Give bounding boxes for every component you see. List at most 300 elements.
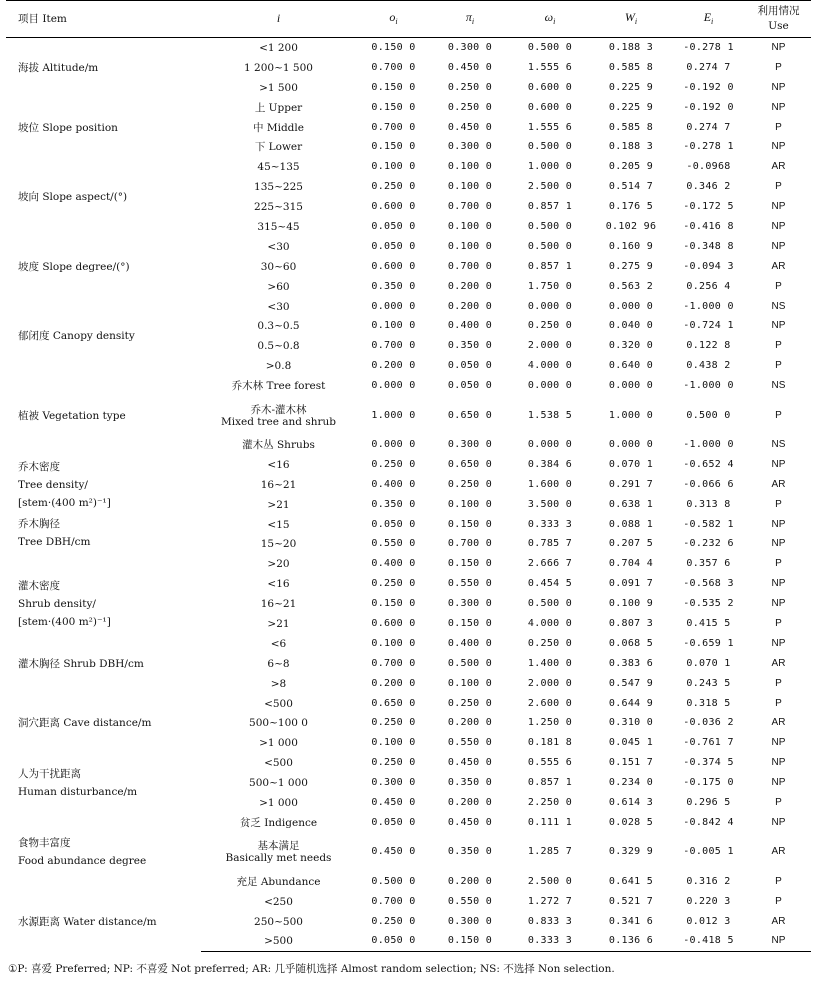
group-water-distance: 水源距离 Water distance/m (18, 915, 157, 928)
group-canopy-density: 郁闭度 Canopy density (18, 330, 135, 343)
value-cell: 0.200 0 (371, 677, 416, 689)
value-cell: -0.761 7 (683, 737, 734, 749)
value-cell: 0.243 5 (686, 677, 731, 689)
value-cell: -0.036 2 (683, 717, 734, 729)
value-cell: 0.102 96 (605, 220, 657, 232)
value-cell: 1.000 0 (371, 409, 416, 421)
level-cell: <30 (267, 300, 290, 313)
table-row (6, 753, 811, 773)
value-cell: 0.514 7 (608, 181, 654, 193)
value-cell: 0.150 0 (431, 932, 509, 952)
use-cell: P (775, 121, 782, 133)
level-cell: 16~21 (260, 478, 297, 491)
group-human-disturbance: 人为干扰距离 Human disturbance/m (18, 768, 138, 799)
value-cell: -0.066 6 (683, 478, 734, 490)
value-cell: 0.500 0 (527, 141, 573, 153)
value-cell: 0.111 1 (527, 816, 573, 828)
value-cell: 0.450 0 (447, 121, 493, 133)
value-cell: -0.094 3 (683, 260, 734, 272)
value-cell: 0.450 0 (447, 61, 493, 73)
use-cell: P (775, 498, 782, 510)
level-cell: 45~135 (257, 161, 300, 174)
table-row (6, 237, 811, 257)
value-cell: -1.000 0 (683, 438, 734, 450)
value-cell: -0.278 1 (683, 41, 734, 53)
value-cell: 0.151 7 (608, 757, 654, 769)
table-row (6, 892, 811, 912)
value-cell: 0.150 0 (371, 598, 416, 610)
header-pi: $\pi_i$ (431, 1, 509, 38)
group-tree-density: 乔木密度 Tree density/ [stem·(400 m²)⁻¹] (18, 460, 111, 509)
use-cell: NP (771, 201, 786, 213)
value-cell: 0.050 0 (371, 816, 416, 828)
value-cell: 0.122 8 (686, 340, 731, 352)
value-cell: 0.807 3 (608, 617, 654, 629)
use-cell: NS (771, 300, 786, 312)
value-cell: 0.641 5 (608, 875, 654, 887)
value-cell: 0.700 0 (371, 657, 416, 669)
value-cell: -0.175 0 (683, 777, 734, 789)
level-cell: 30~60 (260, 260, 297, 273)
table-row (6, 813, 811, 833)
value-cell: 1.272 7 (527, 895, 573, 907)
value-cell: 0.638 1 (608, 498, 654, 510)
value-cell: 0.650 0 (447, 409, 493, 421)
use-cell: NP (771, 320, 786, 332)
use-cell: NP (771, 240, 786, 252)
level-cell: <15 (267, 518, 290, 531)
value-cell: 0.250 0 (371, 717, 416, 729)
use-cell: NS (771, 380, 786, 392)
group-shrub-dbh: 灌木胸径 Shrub DBH/cm (18, 657, 144, 670)
value-cell: 0.150 0 (447, 518, 493, 530)
value-cell: 0.438 2 (686, 360, 731, 372)
value-cell: 0.400 0 (371, 558, 416, 570)
value-cell: 0.000 0 (527, 438, 573, 450)
value-cell: 1.250 0 (527, 717, 573, 729)
level-cell: 500~100 0 (249, 717, 308, 730)
table-row (6, 98, 811, 118)
value-cell: 0.200 0 (447, 797, 493, 808)
use-cell: NP (771, 816, 786, 828)
value-cell: -1.000 0 (683, 300, 734, 312)
value-cell: -0.582 1 (683, 518, 734, 530)
value-cell: 0.320 0 (608, 340, 654, 352)
header-w: $W_i$ (591, 1, 671, 38)
value-cell: 0.313 8 (686, 498, 731, 510)
use-cell: NP (771, 41, 786, 53)
use-cell: NP (771, 220, 786, 232)
value-cell: 0.150 0 (447, 558, 493, 570)
table-row (6, 694, 811, 714)
value-cell: 0.550 0 (447, 578, 493, 590)
use-cell: NS (771, 438, 786, 450)
level-cell: 基本满足 Basically met needs (225, 840, 332, 865)
table-row (6, 376, 811, 396)
level-cell: 下 Lower (254, 141, 303, 154)
table-row (6, 38, 811, 58)
use-cell: NP (771, 141, 786, 153)
level-cell: <500 (264, 757, 293, 770)
level-cell: 135~225 (254, 181, 303, 194)
header-omega: $\omega_i$ (509, 1, 591, 38)
value-cell: 0.274 7 (686, 121, 731, 133)
value-cell: 0.070 1 (686, 657, 731, 669)
value-cell: 2.000 0 (527, 340, 573, 352)
use-cell: AR (771, 161, 786, 173)
value-cell: 0.350 0 (371, 498, 416, 510)
value-cell: 0.207 5 (608, 538, 654, 550)
group-cave-distance: 洞穴距离 Cave distance/m (18, 717, 152, 730)
value-cell: 0.585 8 (608, 61, 654, 73)
use-cell: AR (771, 478, 786, 490)
value-cell: 0.415 5 (686, 617, 731, 629)
use-cell: P (775, 340, 782, 352)
value-cell: -0.659 1 (683, 637, 734, 649)
value-cell: 0.333 3 (509, 932, 591, 952)
level-cell: 315~45 (257, 220, 300, 233)
level-cell: <30 (267, 240, 290, 253)
value-cell: 0.384 6 (527, 458, 573, 470)
use-cell: NP (771, 757, 786, 769)
level-cell: 16~21 (260, 598, 297, 611)
value-cell: 0.274 7 (686, 61, 731, 73)
value-cell: 1.600 0 (527, 478, 573, 490)
value-cell: 0.500 0 (447, 657, 493, 669)
table-row (6, 157, 811, 177)
use-cell: NP (771, 737, 786, 749)
value-cell: 0.555 6 (527, 757, 573, 769)
value-cell: 0.500 0 (686, 409, 731, 421)
value-cell: 0.070 1 (608, 458, 654, 470)
value-cell: 0.050 0 (447, 360, 493, 372)
value-cell: 0.220 3 (686, 895, 731, 907)
group-shrub-density: 灌木密度 Shrub density/ [stem·(400 m²)⁻¹] (18, 580, 111, 629)
value-cell: 0.012 3 (686, 915, 731, 927)
value-cell: 0.857 1 (527, 777, 573, 789)
header-level: i (201, 1, 356, 38)
value-cell: 0.450 0 (447, 757, 493, 769)
use-cell: AR (771, 846, 786, 858)
table-header-row (6, 1, 811, 38)
value-cell: 0.250 0 (371, 915, 416, 927)
value-cell: 4.000 0 (527, 617, 573, 629)
value-cell: 0.600 0 (371, 201, 416, 213)
value-cell: 0.250 0 (447, 478, 493, 490)
value-cell: 0.200 0 (371, 360, 416, 372)
value-cell: 0.100 0 (447, 677, 493, 689)
value-cell: 0.100 0 (371, 161, 416, 173)
use-cell: P (775, 360, 782, 372)
value-cell: 0.400 0 (447, 637, 493, 649)
value-cell: 0.785 7 (527, 538, 573, 550)
use-cell: NP (746, 932, 811, 952)
value-cell: 0.150 0 (371, 101, 416, 113)
value-cell: 0.857 1 (527, 260, 573, 272)
value-cell: 1.538 5 (527, 409, 573, 421)
value-cell: -0.232 6 (683, 538, 734, 550)
value-cell: 0.250 0 (371, 578, 416, 590)
value-cell: 0.250 0 (371, 757, 416, 769)
level-cell: 乔木-灌木林 Mixed tree and shrub (220, 403, 337, 428)
value-cell: -0.724 1 (683, 320, 734, 332)
value-cell: 0.000 0 (608, 380, 654, 392)
value-cell: 0.600 0 (527, 101, 573, 113)
value-cell: 0.256 4 (686, 280, 731, 292)
value-cell: 0.350 0 (447, 777, 493, 789)
table-row (6, 634, 811, 654)
value-cell: 0.450 0 (447, 816, 493, 828)
header-o: $o_i$ (356, 1, 431, 38)
value-cell: 4.000 0 (527, 360, 573, 372)
use-cell: AR (771, 260, 786, 272)
value-cell: 0.296 5 (686, 797, 731, 808)
level-cell: >1 500 (259, 81, 298, 94)
use-cell: P (775, 409, 782, 421)
use-cell: NP (771, 538, 786, 550)
value-cell: 0.100 0 (371, 320, 416, 332)
value-cell: 0.100 0 (371, 737, 416, 749)
value-cell: -0.192 0 (683, 101, 734, 113)
value-cell: 0.050 0 (447, 380, 493, 392)
value-cell: 0.350 0 (447, 340, 493, 352)
level-cell: 0.5~0.8 (257, 340, 300, 353)
use-cell: NP (771, 637, 786, 649)
use-cell: NP (771, 598, 786, 610)
value-cell: -0.652 4 (683, 458, 734, 470)
value-cell: 0.500 0 (527, 220, 573, 232)
group-slope-degree: 坡度 Slope degree/(°) (18, 260, 130, 273)
level-cell: 0.3~0.5 (257, 320, 300, 333)
value-cell: 2.666 7 (527, 558, 573, 570)
value-cell: 0.550 0 (447, 895, 493, 907)
level-cell: >20 (267, 558, 290, 571)
value-cell: 0.250 0 (447, 101, 493, 113)
value-cell: 3.500 0 (527, 498, 573, 510)
level-cell: <16 (267, 578, 290, 591)
level-cell: >60 (267, 280, 290, 293)
level-cell: 500~1 000 (249, 777, 308, 790)
value-cell: 0.150 0 (447, 617, 493, 629)
value-cell: 0.500 0 (527, 41, 573, 53)
value-cell: 0.400 0 (371, 478, 416, 490)
value-cell: 0.454 5 (527, 578, 573, 590)
value-cell: 0.521 7 (608, 895, 654, 907)
value-cell: 0.181 8 (527, 737, 573, 749)
value-cell: 0.316 2 (686, 875, 731, 887)
value-cell: 0.150 0 (371, 81, 416, 93)
level-cell: 225~315 (254, 201, 303, 214)
value-cell: 0.547 9 (608, 677, 654, 689)
value-cell: 0.350 0 (447, 846, 493, 858)
level-cell: >1 000 (259, 797, 298, 809)
value-cell: 0.310 0 (608, 717, 654, 729)
header-e: $E_i$ (671, 1, 746, 38)
value-cell: 0.346 2 (686, 181, 731, 193)
level-cell: >0.8 (265, 360, 292, 373)
value-cell: 0.300 0 (371, 777, 416, 789)
value-cell: 0.614 3 (608, 797, 654, 808)
level-cell: >1 000 (259, 737, 298, 750)
value-cell: 0.250 0 (371, 458, 416, 470)
value-cell: 0.650 0 (371, 697, 416, 709)
value-cell: 0.450 0 (371, 797, 416, 808)
value-cell: 0.100 0 (447, 181, 493, 193)
value-cell: 0.341 6 (608, 915, 654, 927)
value-cell: 0.563 2 (608, 280, 654, 292)
value-cell: 0.450 0 (371, 846, 416, 858)
level-cell: 中 Middle (253, 121, 304, 134)
value-cell: 0.550 0 (447, 737, 493, 749)
value-cell: 0.068 5 (608, 637, 654, 649)
value-cell: -0.278 1 (683, 141, 734, 153)
value-cell: 0.291 7 (608, 478, 654, 490)
use-cell: P (775, 617, 782, 629)
header-use: 利用情况 Use (746, 1, 811, 38)
value-cell: 0.833 3 (527, 915, 573, 927)
level-cell: 1 200~1 500 (244, 61, 313, 74)
value-cell: 0.050 0 (371, 518, 416, 530)
value-cell: 0.188 3 (608, 41, 654, 53)
value-cell: 0.136 6 (591, 932, 671, 952)
header-item: 项目 Item (6, 1, 201, 38)
value-cell: 0.700 0 (371, 340, 416, 352)
value-cell: 0.160 9 (608, 240, 654, 252)
value-cell: 0.100 0 (447, 240, 493, 252)
value-cell: 0.225 9 (608, 81, 654, 93)
value-cell: 0.329 9 (608, 846, 654, 858)
value-cell: 0.250 0 (447, 81, 493, 93)
level-cell: 15~20 (260, 538, 297, 551)
value-cell: 0.600 0 (371, 617, 416, 629)
value-cell: -0.192 0 (683, 81, 734, 93)
value-cell: 0.333 3 (527, 518, 573, 530)
value-cell: 0.300 0 (447, 598, 493, 610)
level-cell: 贫乏 Indigence (239, 816, 318, 829)
value-cell: 0.250 0 (371, 181, 416, 193)
level-cell: 灌木丛 Shrubs (242, 438, 315, 451)
resource-selection-table (6, 0, 811, 952)
value-cell: 0.000 0 (371, 300, 416, 312)
value-cell: 0.350 0 (371, 280, 416, 292)
value-cell: 1.750 0 (527, 280, 573, 292)
value-cell: 0.000 0 (608, 300, 654, 312)
value-cell: -0.842 4 (683, 816, 734, 828)
group-food-abundance: 食物丰富度 Food abundance degree (18, 837, 147, 868)
use-cell: NP (771, 777, 786, 789)
use-cell: P (775, 280, 782, 292)
value-cell: 2.600 0 (527, 697, 573, 709)
value-cell: 0.040 0 (608, 320, 654, 332)
value-cell: 0.176 5 (608, 201, 654, 213)
value-cell: 0.500 0 (527, 240, 573, 252)
value-cell: 0.585 8 (608, 121, 654, 133)
value-cell: 0.250 0 (527, 637, 573, 649)
value-cell: -0.172 5 (683, 201, 734, 213)
level-cell: 6~8 (267, 657, 290, 670)
level-cell: 充足 Abundance (236, 875, 321, 888)
value-cell: 1.555 6 (527, 121, 573, 133)
value-cell: 0.700 0 (371, 895, 416, 907)
value-cell: 0.550 0 (371, 538, 416, 550)
value-cell: 0.400 0 (447, 320, 493, 332)
group-altitude: 海拔 Altitude/m (18, 61, 99, 74)
use-cell: P (775, 797, 782, 808)
group-slope-position: 坡位 Slope position (18, 121, 118, 134)
value-cell: 0.205 9 (608, 161, 654, 173)
value-cell: 1.000 0 (527, 161, 573, 173)
use-cell: AR (771, 657, 786, 669)
value-cell: 0.100 0 (447, 498, 493, 510)
value-cell: -0.416 8 (683, 220, 734, 232)
table-footnote: ①P: 喜爱 Preferred; NP: 不喜爱 Not preferred; AR: 几乎随机选择 Almost random selection; NS: 不选择 Non selection. (8, 963, 615, 975)
level-cell: <500 (264, 697, 293, 710)
value-cell: -0.568 3 (683, 578, 734, 590)
value-cell: 0.091 7 (608, 578, 654, 590)
value-cell: 0.100 9 (608, 598, 654, 610)
level-cell: 上 Upper (254, 101, 303, 114)
value-cell: 2.500 0 (527, 181, 573, 193)
value-cell: 0.150 0 (371, 141, 416, 153)
value-cell: -1.000 0 (683, 380, 734, 392)
use-cell: AR (771, 717, 786, 729)
use-cell: P (775, 677, 782, 689)
value-cell: 0.050 0 (371, 220, 416, 232)
use-cell: P (775, 61, 782, 73)
value-cell: 0.200 0 (447, 280, 493, 292)
value-cell: 0.644 9 (608, 697, 654, 709)
value-cell: 0.600 0 (527, 81, 573, 93)
use-cell: NP (771, 518, 786, 530)
value-cell: 0.640 0 (608, 360, 654, 372)
value-cell: 0.000 0 (527, 300, 573, 312)
value-cell: 0.704 4 (608, 558, 654, 570)
value-cell: 0.000 0 (371, 438, 416, 450)
value-cell: 0.300 0 (447, 41, 493, 53)
value-cell: 0.200 0 (447, 717, 493, 729)
value-cell: -0.535 2 (683, 598, 734, 610)
value-cell: 1.400 0 (527, 657, 573, 669)
value-cell: 0.050 0 (371, 240, 416, 252)
value-cell: 2.000 0 (527, 677, 573, 689)
level-cell: >500 (201, 932, 356, 952)
value-cell: 0.318 5 (686, 697, 731, 709)
use-cell: P (775, 697, 782, 709)
value-cell: 0.650 0 (447, 458, 493, 470)
value-cell: 0.300 0 (447, 141, 493, 153)
value-cell: 2.250 0 (527, 797, 573, 808)
value-cell: 0.234 0 (608, 777, 654, 789)
value-cell: 0.700 0 (447, 538, 493, 550)
group-slope-aspect: 坡向 Slope aspect/(°) (18, 191, 128, 204)
value-cell: 0.000 0 (527, 380, 573, 392)
value-cell: 0.045 1 (608, 737, 654, 749)
value-cell: 1.555 6 (527, 61, 573, 73)
value-cell: 0.225 9 (608, 101, 654, 113)
value-cell: 0.300 0 (447, 438, 493, 450)
value-cell: 0.088 1 (608, 518, 654, 530)
value-cell: 0.150 0 (371, 41, 416, 53)
value-cell: 0.857 1 (527, 201, 573, 213)
level-cell: <1 200 (259, 41, 298, 54)
value-cell: 0.050 0 (356, 932, 431, 952)
value-cell: 0.383 6 (608, 657, 654, 669)
value-cell: 0.500 0 (527, 598, 573, 610)
use-cell: P (775, 181, 782, 193)
use-cell: NP (771, 81, 786, 93)
value-cell: 0.700 0 (371, 121, 416, 133)
use-cell: P (775, 895, 782, 907)
